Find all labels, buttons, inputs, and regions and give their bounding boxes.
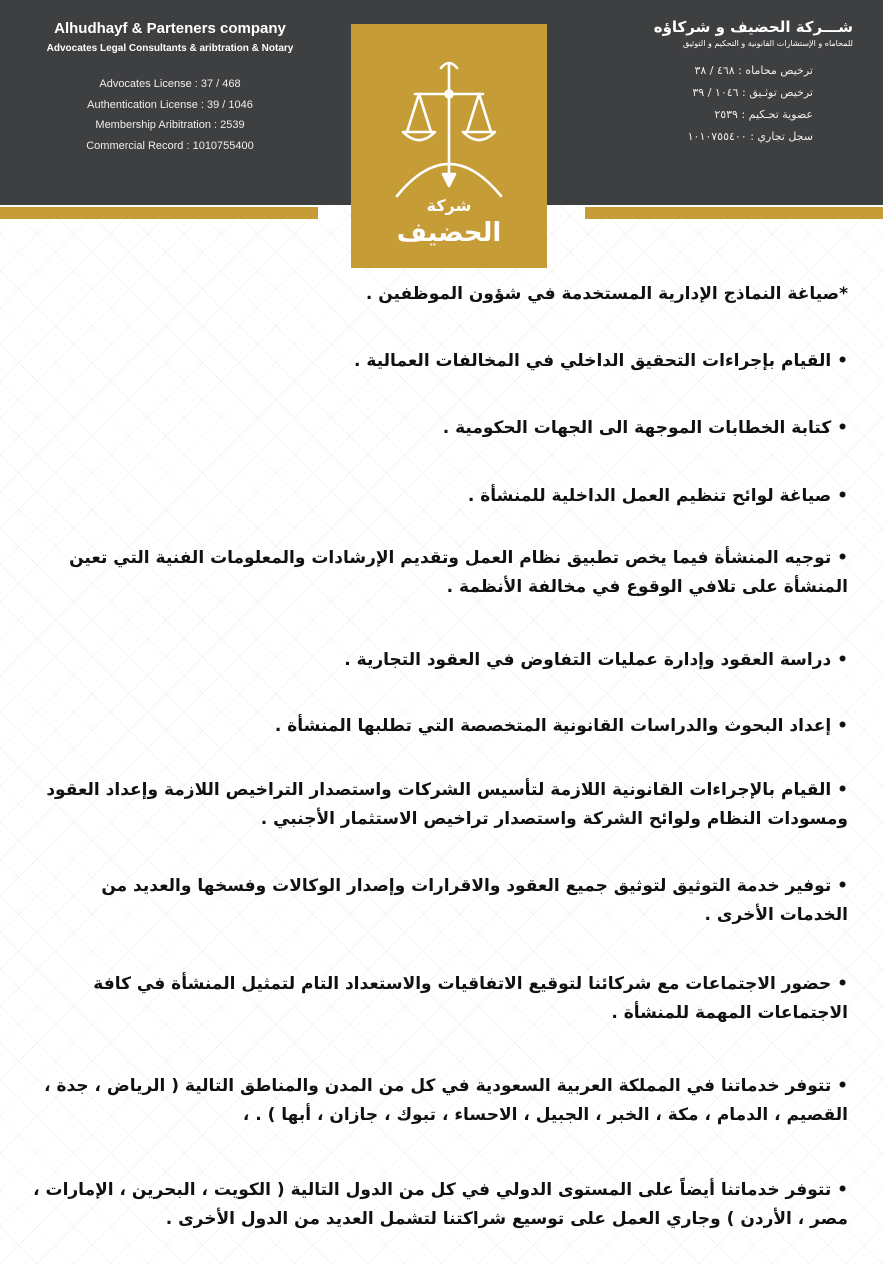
service-item: • دراسة العقود وإدارة عمليات التفاوض في العقود التجارية . (344, 650, 848, 670)
english-company-info (0, 20, 340, 156)
service-item: • إعداد البحوث والدراسات القانونية المتخصصة التي تطلبها المنشأة . (274, 716, 848, 736)
service-item: • صياغة لوائح تنظيم العمل الداخلية للمنشأة . (467, 486, 848, 506)
arabic-license-line: ترخيص محاماه : ٤٦٨ / ٣٨ (694, 64, 813, 77)
service-item: • توجيه المنشأة فيما يخص تطبيق نظام العمل وتقديم الإرشادات والمعلومات الفنية التي تعين المنشأة على تلافي الوقوع في مخالفة الأنظمة . (69, 548, 848, 597)
logo-text-name: الحضيف (396, 218, 502, 248)
service-item: • تتوفر خدماتنا أيضاً على المستوى الدولي في كل من الدول التالية ( الكويت ، البحرين ، الإمارات ، مصر ، الأردن ) وجاري العمل على توسيع شراكتنا لتشمل العديد من الدول الأخرى . (33, 1180, 848, 1229)
logo-text-company: شركة (426, 196, 472, 215)
service-item: • حضور الاجتماعات مع شركائنا لتوقيع الاتفاقيات والاستعداد التام لتمثيل المنشأة في كافة الاجتماعات المهمة للمنشأة . (93, 974, 848, 1023)
english-license-line: Advocates License : 37 / 468 (99, 78, 241, 90)
english-license-line: Membership Aribitration : 2539 (95, 119, 245, 131)
arabic-company-name: شـــركة الحضيف و شركاؤه (653, 18, 853, 36)
service-item: • القيام بالإجراءات القانونية اللازمة لتأسيس الشركات واستصدار التراخيص اللازمة وإعداد العقود ومسودات النظام ولوائح الشركة واستصدار تراخيص الاستثمار الأجنبي . (46, 780, 848, 829)
arabic-license-line: عضوية تحـكيم : ٢٥٣٩ (714, 108, 813, 121)
english-company-name: Alhudhayf & Parteners company (54, 20, 286, 37)
gold-divider-left (0, 207, 318, 219)
english-license-line: Authentication License : 39 / 1046 (87, 98, 253, 111)
service-item: • تتوفر خدماتنا في المملكة العربية السعودية في كل من المدن والمناطق التالية ( الرياض ، جدة ، القصيم ، الدمام ، مكة ، الخبر ، الجبيل ، الاحساء ، تبوك ، جازان ، أبها ) . ، (44, 1076, 848, 1125)
english-license-line: Commercial Record : 1010755400 (86, 139, 254, 152)
service-item: • توفير خدمة التوثيق لتوثيق جميع العقود والاقرارات وإصدار الوكالات وفسخها والعديد من الخدمات الأخرى . (101, 876, 848, 925)
gold-divider-right (585, 207, 883, 219)
arabic-company-subtitle: للمحاماه و الإستشارات القانونية و التحكيم و التوثيق (682, 39, 853, 48)
arabic-license-line: ترخيص توثـيق : ١٠٤٦ / ٣٩ (692, 86, 813, 99)
english-company-subtitle: Advocates Legal Consultants & aribtration & Notary (46, 43, 294, 54)
company-logo (351, 24, 547, 268)
service-item: • القيام بإجراءات التحقيق الداخلي في المخالفات العمالية . (354, 351, 848, 371)
arabic-license-line: سجل تجاري : ١٠١٠٧٥٥٤٠٠ (687, 130, 813, 143)
service-item: *صياغة النماذج الإدارية المستخدمة في شؤون الموظفين . (365, 284, 848, 304)
service-item: • كتابة الخطابات الموجهة الى الجهات الحكومية . (442, 418, 848, 438)
arabic-company-info (603, 18, 853, 148)
